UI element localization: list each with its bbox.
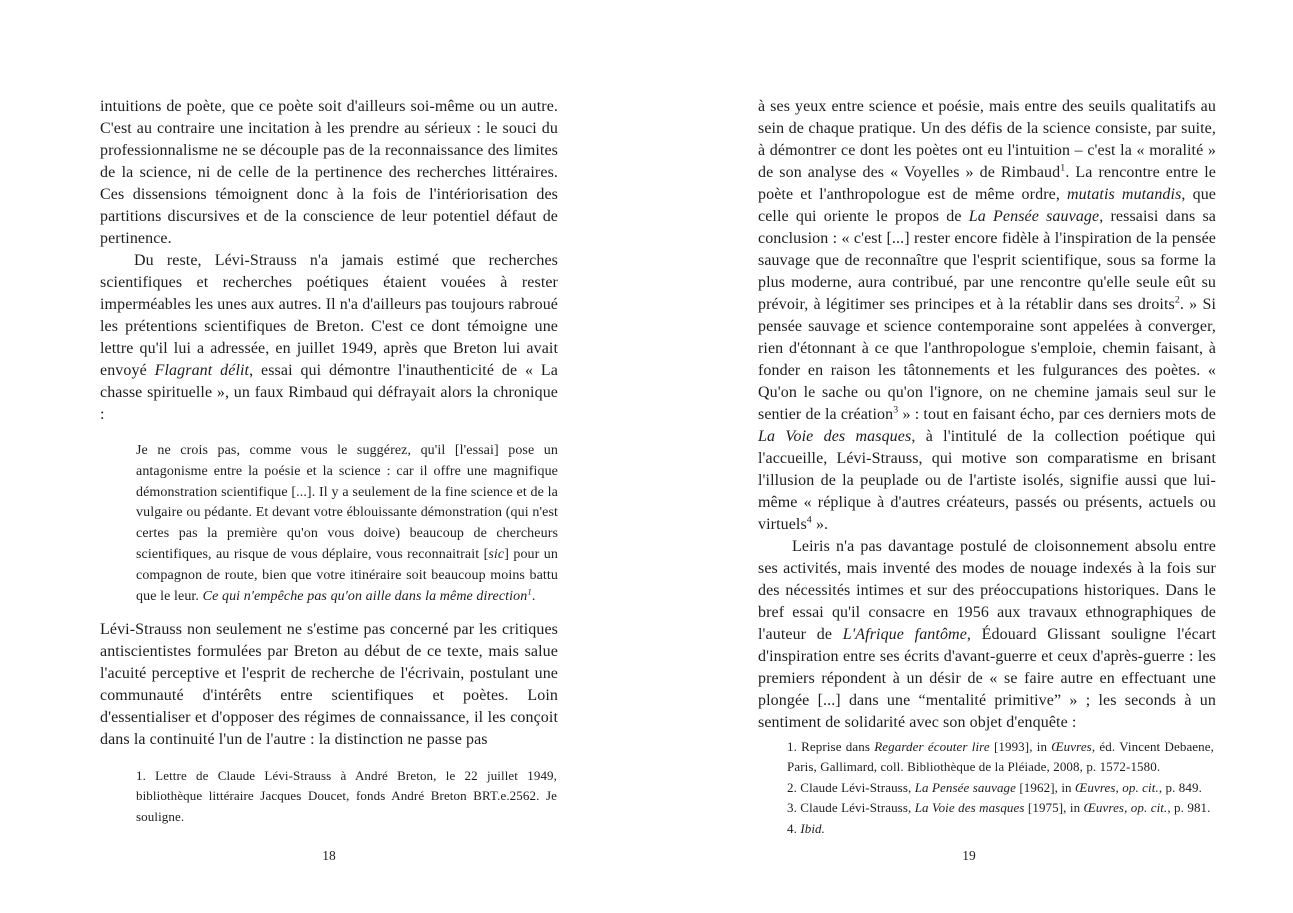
text-run: . La rencontre entre le poète et l'anthropologue est de même ordre, [758,164,1217,203]
text-run: , p. 849. [1158,779,1202,795]
page-18-page-number: 18 [322,848,336,863]
text-run: ». [811,516,829,533]
text-run: Œuvres, op. cit. [1083,800,1168,816]
text-run: Œuvres [1051,739,1092,754]
text-run: mutatis mutandis [1067,186,1182,203]
text-run: . [531,588,536,604]
footnote [787,819,1214,839]
paragraph [758,536,1216,734]
text-run: 1. Reprise dans [787,739,875,754]
text-run: L'Afrique fantôme [842,626,967,643]
text-run: La Voie des masques [758,428,912,445]
text-run: [1962], in [1016,779,1076,795]
text-run: Du reste, Lévi-Strauss n'a jamais estimé que recherches scientifiques et recherches poétiques étaient vouées à rester imperméables les unes aux autres. Il n'a d'ailleurs pas toujours rabroué les prétentions scientifiques de Breton. C'est ce dont témoigne une lettre qu'il lui a adressée, en juillet 1949, après que Breton lui avait envoyé [100,252,558,379]
text-run: , éd. Vincent Debaene, Paris, Gallimard, coll. Bibliothèque de la Pléiade, 2008, p. 1572-1580. [787,739,1215,775]
paragraph [100,619,558,751]
page-19-body-text [758,96,1216,734]
text-run: Leiris n'a pas davantage postulé de cloisonnement absolu entre ses activités, mais inventé des modes de nouage indexés à la fois sur des nécessités intimes et sur des préoccupations historiques. Dans le bref essai qu'il consacre en 1956 aux travaux ethnographiques de l'auteur de [758,538,1216,643]
paragraph [758,96,1216,536]
text-run: 1. Lettre de Claude Lévi-Strauss à André Breton, le 22 juillet 1949, bibliothèque littéraire Jacques Doucet, fonds André Breton BRT.e.2562. Je souligne. [136,768,557,824]
footnote-reference: 1 [1060,162,1066,174]
text-run: à ses yeux entre science et poésie, mais entre des seuils qualitatifs au sein de chaque pratique. Un des défis de la science consiste, par suite, à démontrer ce dont les poètes ont eu l'intuition – c'est la « moralité » de son analyse des « Voyelles » de Rimbaud [758,98,1216,181]
footnote [136,766,557,827]
text-run: [1993], in [989,739,1052,754]
text-run: 2. Claude Lévi-Strauss, [787,779,915,795]
text-run: Regarder écouter lire [874,739,990,754]
text-run: , Édouard Glissant souligne l'écart d'inspiration entre ses écrits d'avant-guerre et ceux d'après-guerre : les premiers répondent à un désir de « se faire autre en effectuant une plongée [...] dans une “mentalité primitive” » ; les seconds à un sentiment de solidarité avec son objet d'enquête : [758,626,1216,731]
text-run: Lévi-Strauss non seulement ne s'estime pas concerné par les critiques antiscientistes formulées par Breton au début de ce texte, mais salue l'acuité perceptive et l'esprit de recherche de l'écrivain, postulant une communauté d'intérêts entre scientifiques et poètes. Loin d'essentialiser et d'opposer des régimes de connaissance, il les conçoit dans la continuité l'un de l'autre : la distinction ne passe pas [100,621,558,749]
text-run: La Pensée sauvage [914,779,1017,795]
text-run: . » Si pensée sauvage et science contemporaine sont appelées à converger, rien d'étonnant à ce que l'anthropologue s'emploie, chemin faisant, à fonder en raison les tâtonnements et les fulgurances des poètes. « Qu'on le sache ou qu'on l'ignore, on ne chemine jamais seul sur le sentier de la création [758,296,1216,423]
text-run: , ressaisi dans sa conclusion : « c'est [...] rester encore fidèle à l'inspiration de la pensée sauvage que de reconnaître que l'esprit scientifique, sous sa forme la plus moderne, aura contribué, par une rencontre qu'elle seule eût su prévoir, à légitimer ses principes et à la rétablir dans ses droits [758,208,1216,313]
footnote [787,737,1214,778]
text-run: Œuvres, op. cit. [1075,779,1159,795]
text-run: , que celle qui oriente le propos de [758,186,1216,225]
page-18-footnotes [136,766,557,827]
text-run: » : tout en faisant écho, par ces derniers mots de [898,406,1216,423]
text-run: La Pensée sauvage [968,208,1100,225]
text-run: [1975], in [1024,800,1084,816]
footnote-reference: 3 [893,404,899,416]
text-run: Flagrant délit [154,362,250,379]
page-19-page-number: 19 [962,848,976,863]
text-run: La Voie des masques [914,800,1025,816]
paragraph [100,250,558,426]
footnote [787,798,1214,818]
footnote [787,778,1214,798]
text-run: 3. Claude Lévi-Strauss, [787,800,915,816]
text-run: ] pour un compagnon de route, bien que votre itinéraire soit beaucoup moins battu que le leur. [136,546,558,604]
text-run: intuitions de poète, que ce poète soit d'ailleurs soi-même ou un autre. C'est au contraire une incitation à les prendre au sérieux : le souci du professionnalisme ne se découple pas de la reconnaissance des limites de la science, ni de celle de la pertinence des recherches littéraires. Ces dissensions témoignent donc à la fois de l'intériorisation des partitions discursives et de la conscience de leur potentiel défaut de pertinence. [100,98,558,247]
page-18-body-text [100,96,558,751]
footnote-reference: 4 [806,514,812,526]
block-quote [136,441,558,607]
text-run: Ibid. [800,820,826,836]
text-run: , essai qui démontre l'inauthenticité de « La chasse spirituelle », un faux Rimbaud qui défrayait alors la chronique : [100,362,559,423]
paragraph [100,96,558,250]
text-run: 4. [787,820,801,836]
text-run: Ce qui n'empêche pas qu'on aille dans la même direction [202,588,528,604]
text-run: , à l'intitulé de la collection poétique qui l'accueille, Lévi-Strauss, qui motive son comparatisme en brisant l'illusion de la peuplade ou de l'artiste isolés, signifie aussi que lui-même « réplique à d'autres créateurs, passés ou présents, actuels ou virtuels [758,428,1216,533]
text-run: sic [488,546,505,562]
footnote-reference: 1 [527,585,532,596]
page-19-footnotes [787,737,1214,839]
text-run: Je ne crois pas, comme vous le suggérez, qu'il [l'essai] pose un antagonisme entre la poésie et la science : car il offre une magnifique démonstration scientifique [...]. Il y a seulement de la fine science et de la vulgaire ou pédante. Et devant votre éblouissante démonstration (qui n'est certes pas la première qu'on vous doive) beaucoup de chercheurs scientifiques, au risque de vous déplaire, vous reconnaitrait [ [136,443,558,562]
text-run: , p. 981. [1167,800,1211,816]
footnote-reference: 2 [1174,294,1180,306]
